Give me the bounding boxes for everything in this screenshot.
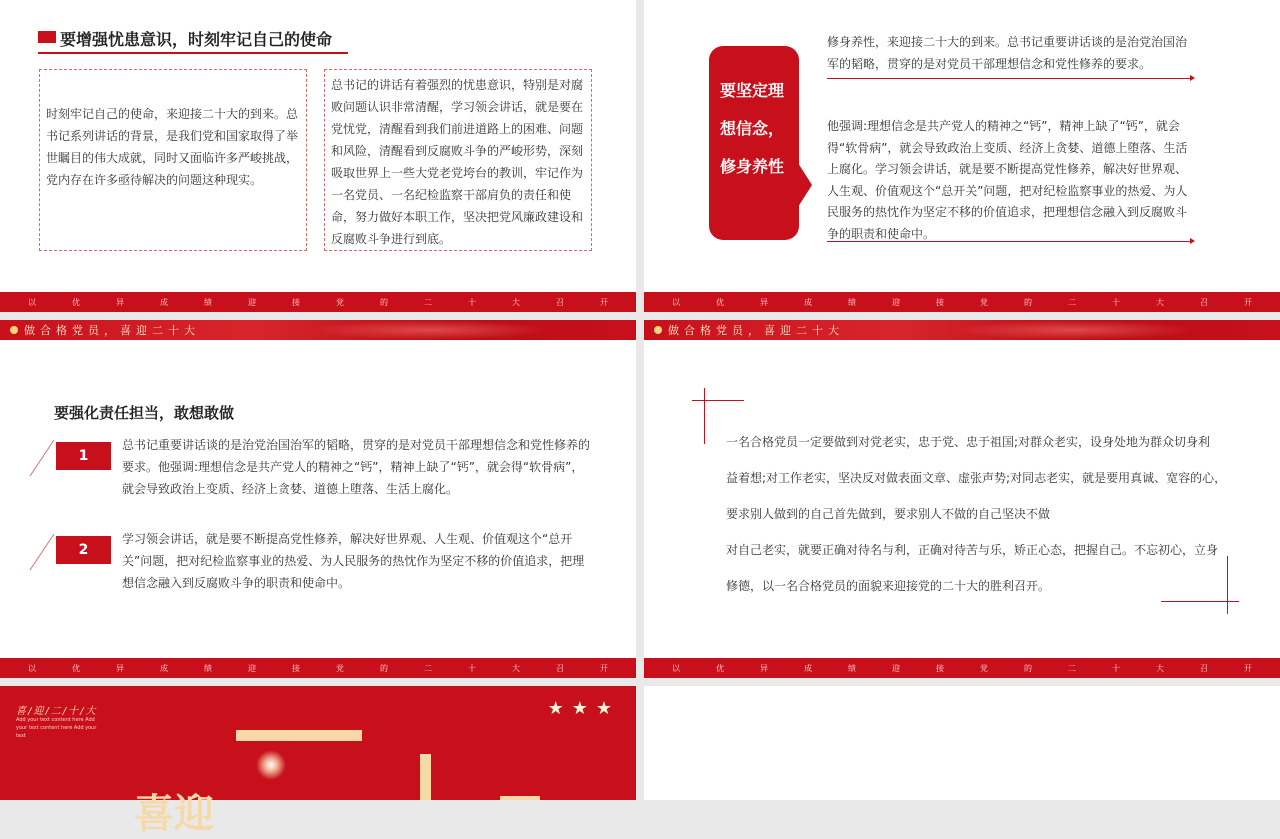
footer-char: 接 <box>292 663 300 673</box>
footer-char: 大 <box>1156 663 1164 673</box>
footer-char: 开 <box>600 663 608 673</box>
decorative-stroke <box>500 796 540 800</box>
footer-char: 召 <box>556 663 564 673</box>
star-icons: ★★★ <box>547 698 620 719</box>
body-line: 一名合格党员一定要做到对党老实，忠于党、忠于祖国;对群众老实，设身处地为群众切身利 <box>726 435 1211 449</box>
footer-char: 优 <box>72 297 80 307</box>
slide-thumbnail-5[interactable] <box>0 686 636 837</box>
title-marker <box>38 31 56 43</box>
footer-char: 优 <box>716 297 724 307</box>
footer-char: 十 <box>468 663 476 673</box>
text-box-right: 总书记的讲话有着强烈的忧患意识，特别是对腐败问题认识非常清醒，学习领会讲话，就是要在党忧党，清醒看到我们前进道路上的困难、问题和风险，清醒看到反腐败斗争的严峻形势，深刻吸取世界上一些大党老党垮台的教训，牢记作为一名党员、一名纪检监察干部肩负的责任和使命，努力做好本职工作，坚决把党风廉政建设和反腐败斗争进行到底。 <box>324 69 592 251</box>
footer-char: 成 <box>804 297 812 307</box>
footer-char: 二 <box>1068 663 1076 673</box>
footer-char: 开 <box>600 297 608 307</box>
paragraph-2: 他强调:理想信念是共产党人的精神之“钙”，精神上缺了“钙”，就会得“软骨病”，就会导致政治上变质、经济上贪婪、道德上堕落、生活上腐化。学习领会讲话，就是要不断提高党性修养，解决好世界观、人生观、价值观这个“总开关”问题，把对纪检监察事业的热爱、为人民服务的热忱作为坚定不移的价值追求，把理想信念融入到反腐败斗争的职责和使命中。 <box>827 119 1188 241</box>
footer-char: 以 <box>672 663 680 673</box>
header-text: 做合格党员，喜迎二十大 <box>668 324 844 337</box>
slide-thumbnail-1[interactable] <box>0 0 636 312</box>
footer-char: 异 <box>760 663 768 673</box>
footer-char: 大 <box>1156 297 1164 307</box>
bullet-dot-icon <box>654 326 662 334</box>
footer-char: 绩 <box>848 297 856 307</box>
footer-char: 接 <box>936 663 944 673</box>
footer-char: 党 <box>980 297 988 307</box>
footer-char: 成 <box>804 663 812 673</box>
item-text-1: 总书记重要讲话谈的是治党治国治军的韬略，贯穿的是对党员干部理想信念和党性修养的要求。他强调:理想信念是共产党人的精神之“钙”，精神上缺了“钙”，就会得“软骨病”，就会导致政治上变质、经济上贪婪、道德上堕落、生活上腐化。 <box>122 438 591 496</box>
body-line: 要求别人做到的自己首先做到，要求别人不做的自己坚决不做 <box>726 507 1051 521</box>
footer-char: 的 <box>380 297 388 307</box>
footer-char: 成 <box>160 297 168 307</box>
body-line: 益着想;对工作老实，坚决反对做表面文章、虚张声势;对同志老实，就是要用真诚、宽容的心， <box>726 471 1227 485</box>
arrow-line-1 <box>827 78 1191 79</box>
footer-char: 大 <box>512 297 520 307</box>
footer-band <box>644 292 1280 312</box>
footer-char: 二 <box>424 297 432 307</box>
footer-char: 迎 <box>892 663 900 673</box>
slide-thumbnail-6[interactable] <box>644 686 1280 800</box>
footer-char: 异 <box>760 297 768 307</box>
title-underline <box>38 52 348 54</box>
footer-char: 绩 <box>204 297 212 307</box>
badge-text: 要坚定理想信念，修身养性 <box>720 81 785 176</box>
decorative-stroke <box>420 754 431 800</box>
footer-char: 大 <box>512 663 520 673</box>
footer-char: 接 <box>936 297 944 307</box>
footer-band <box>644 658 1280 678</box>
diagonal-line-icon <box>28 438 58 478</box>
footer-char: 十 <box>468 297 476 307</box>
footer-char: 党 <box>336 663 344 673</box>
footer-char: 迎 <box>248 663 256 673</box>
footer-char: 的 <box>1024 663 1032 673</box>
slide-title: 要强化责任担当，敢想敢做 <box>54 404 235 422</box>
corner-line <box>704 388 705 444</box>
item-text-2: 学习领会讲话，就是要不断提高党性修养，解决好世界观、人生观、价值观这个“总开关”问题，把对纪检监察事业的热爱、为人民服务的热忱作为坚定不移的价值追求，把理想信念融入到反腐败斗争的职责和使命中。 <box>122 532 585 590</box>
footer-char: 以 <box>672 297 680 307</box>
cover-big-text: 喜迎 <box>134 791 214 837</box>
footer-char: 接 <box>292 297 300 307</box>
footer-char: 党 <box>980 663 988 673</box>
footer-char: 的 <box>380 663 388 673</box>
footer-char: 绩 <box>204 663 212 673</box>
header-text: 做合格党员，喜迎二十大 <box>24 324 200 337</box>
header-band <box>0 320 636 340</box>
header-band <box>644 320 1280 340</box>
footer-char: 以 <box>28 663 36 673</box>
light-flare <box>256 750 286 780</box>
body-line: 修德，以一名合格党员的面貌来迎接党的二十大的胜利召开。 <box>726 579 1051 593</box>
footer-char: 的 <box>1024 297 1032 307</box>
footer-char: 开 <box>1244 297 1252 307</box>
slide-title: 要增强忧患意识，时刻牢记自己的使命 <box>60 30 333 49</box>
badge-arrow <box>798 163 812 207</box>
corner-line <box>692 400 744 401</box>
header-glow <box>310 320 550 340</box>
header-glow <box>954 320 1194 340</box>
paragraph-1: 修身养性，来迎接二十大的到来。总书记重要讲话谈的是治党治国治军的韬略，贯穿的是对党员干部理想信念和党性修养的要求。 <box>827 35 1188 71</box>
cover-small-title: 喜/迎/二/十/大 <box>16 706 98 717</box>
body-text <box>726 424 1226 604</box>
footer-char: 优 <box>716 663 724 673</box>
footer-char: 开 <box>1244 663 1252 673</box>
footer-char: 迎 <box>248 297 256 307</box>
slide-thumbnail-4[interactable] <box>644 320 1280 678</box>
footer-char: 迎 <box>892 297 900 307</box>
number-badge-1: 1 <box>56 442 111 470</box>
footer-char: 二 <box>424 663 432 673</box>
footer-char: 召 <box>1200 297 1208 307</box>
footer-char: 以 <box>28 297 36 307</box>
footer-char: 召 <box>556 297 564 307</box>
arrow-line-2 <box>827 241 1191 242</box>
footer-band <box>0 658 636 678</box>
footer-char: 二 <box>1068 297 1076 307</box>
footer-band <box>0 292 636 312</box>
footer-char: 绩 <box>848 663 856 673</box>
footer-char: 异 <box>116 297 124 307</box>
number-badge-2: 2 <box>56 536 111 564</box>
cover-placeholder-text: Add your text content here Add your text content here Add your text <box>16 717 97 739</box>
bullet-dot-icon <box>10 326 18 334</box>
footer-char: 十 <box>1112 297 1120 307</box>
footer-char: 召 <box>1200 663 1208 673</box>
corner-line <box>1227 556 1228 614</box>
footer-char: 异 <box>116 663 124 673</box>
decorative-stroke <box>236 730 362 741</box>
body-line: 对自己老实，就要正确对待名与利，正确对待苦与乐，矫正心态，把握自己。不忘初心，立身 <box>726 543 1219 557</box>
footer-char: 十 <box>1112 663 1120 673</box>
text-box-left: 时刻牢记自己的使命，来迎接二十大的到来。总书记系列讲话的背景，是我们党和国家取得了举世瞩目的伟大成就，同时又面临许多严峻挑战，党内存在许多亟待解决的问题这种现实。 <box>39 69 307 251</box>
footer-char: 成 <box>160 663 168 673</box>
footer-char: 优 <box>72 663 80 673</box>
slide-thumbnail-3[interactable] <box>0 320 636 678</box>
slide-thumbnail-2[interactable] <box>644 0 1280 312</box>
footer-char: 党 <box>336 297 344 307</box>
diagonal-line-icon <box>28 532 58 572</box>
